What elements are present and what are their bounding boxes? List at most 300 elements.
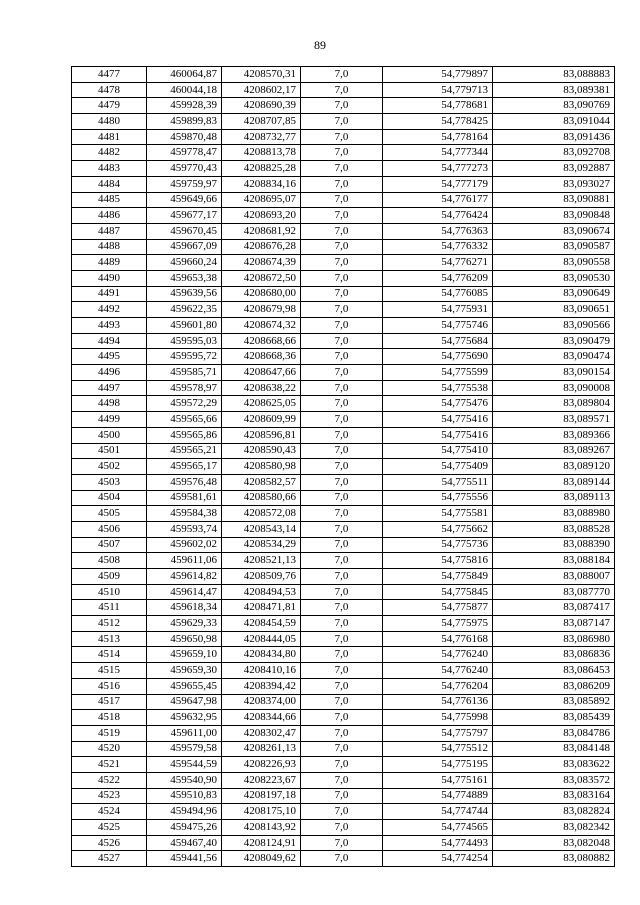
table-row xyxy=(72,318,615,334)
longitude-cell: 83,090674 xyxy=(493,223,615,239)
table-row xyxy=(72,584,615,600)
point-number-cell: 4486 xyxy=(72,208,147,224)
coordinates-table xyxy=(71,66,615,867)
longitude-cell: 83,086836 xyxy=(493,647,615,663)
y-coordinate-cell: 4208197,18 xyxy=(222,788,301,804)
y-coordinate-cell: 4208434,80 xyxy=(222,647,301,663)
latitude-cell: 54,775512 xyxy=(383,741,493,757)
longitude-cell: 83,082048 xyxy=(493,835,615,851)
point-number-cell: 4526 xyxy=(72,835,147,851)
x-coordinate-cell: 459655,45 xyxy=(147,678,222,694)
latitude-cell: 54,775931 xyxy=(383,302,493,318)
longitude-cell: 83,087770 xyxy=(493,584,615,600)
point-number-cell: 4523 xyxy=(72,788,147,804)
z-value-cell: 7,0 xyxy=(301,443,383,459)
y-coordinate-cell: 4208580,66 xyxy=(222,490,301,506)
z-value-cell: 7,0 xyxy=(301,694,383,710)
z-value-cell: 7,0 xyxy=(301,176,383,192)
table-row xyxy=(72,569,615,585)
longitude-cell: 83,089267 xyxy=(493,443,615,459)
z-value-cell: 7,0 xyxy=(301,192,383,208)
y-coordinate-cell: 4208494,53 xyxy=(222,584,301,600)
latitude-cell: 54,776240 xyxy=(383,647,493,663)
y-coordinate-cell: 4208693,20 xyxy=(222,208,301,224)
point-number-cell: 4477 xyxy=(72,67,147,83)
table-row xyxy=(72,459,615,475)
longitude-cell: 83,089571 xyxy=(493,412,615,428)
x-coordinate-cell: 459659,30 xyxy=(147,663,222,679)
latitude-cell: 54,775416 xyxy=(383,427,493,443)
point-number-cell: 4507 xyxy=(72,537,147,553)
point-number-cell: 4511 xyxy=(72,600,147,616)
z-value-cell: 7,0 xyxy=(301,114,383,130)
latitude-cell: 54,776177 xyxy=(383,192,493,208)
latitude-cell: 54,774254 xyxy=(383,851,493,867)
x-coordinate-cell: 459670,45 xyxy=(147,223,222,239)
x-coordinate-cell: 460044,18 xyxy=(147,82,222,98)
x-coordinate-cell: 459629,33 xyxy=(147,616,222,632)
y-coordinate-cell: 4208582,57 xyxy=(222,474,301,490)
x-coordinate-cell: 459565,86 xyxy=(147,427,222,443)
table-row xyxy=(72,521,615,537)
x-coordinate-cell: 459778,47 xyxy=(147,145,222,161)
latitude-cell: 54,777273 xyxy=(383,161,493,177)
y-coordinate-cell: 4208680,00 xyxy=(222,286,301,302)
z-value-cell: 7,0 xyxy=(301,757,383,773)
y-coordinate-cell: 4208570,31 xyxy=(222,67,301,83)
x-coordinate-cell: 459540,90 xyxy=(147,772,222,788)
table-row xyxy=(72,553,615,569)
z-value-cell: 7,0 xyxy=(301,804,383,820)
z-value-cell: 7,0 xyxy=(301,412,383,428)
z-value-cell: 7,0 xyxy=(301,427,383,443)
point-number-cell: 4491 xyxy=(72,286,147,302)
x-coordinate-cell: 460064,87 xyxy=(147,67,222,83)
latitude-cell: 54,776204 xyxy=(383,678,493,694)
z-value-cell: 7,0 xyxy=(301,820,383,836)
y-coordinate-cell: 4208543,14 xyxy=(222,521,301,537)
table-row xyxy=(72,474,615,490)
z-value-cell: 7,0 xyxy=(301,553,383,569)
latitude-cell: 54,775975 xyxy=(383,616,493,632)
longitude-cell: 83,087147 xyxy=(493,616,615,632)
y-coordinate-cell: 4208580,98 xyxy=(222,459,301,475)
point-number-cell: 4522 xyxy=(72,772,147,788)
x-coordinate-cell: 459632,95 xyxy=(147,710,222,726)
point-number-cell: 4479 xyxy=(72,98,147,114)
latitude-cell: 54,775662 xyxy=(383,521,493,537)
x-coordinate-cell: 459618,34 xyxy=(147,600,222,616)
z-value-cell: 7,0 xyxy=(301,647,383,663)
y-coordinate-cell: 4208672,50 xyxy=(222,270,301,286)
table-row xyxy=(72,537,615,553)
longitude-cell: 83,090649 xyxy=(493,286,615,302)
point-number-cell: 4492 xyxy=(72,302,147,318)
point-number-cell: 4490 xyxy=(72,270,147,286)
table-row xyxy=(72,647,615,663)
table-row xyxy=(72,255,615,271)
x-coordinate-cell: 459601,80 xyxy=(147,318,222,334)
latitude-cell: 54,775816 xyxy=(383,553,493,569)
latitude-cell: 54,775161 xyxy=(383,772,493,788)
y-coordinate-cell: 4208049,62 xyxy=(222,851,301,867)
point-number-cell: 4515 xyxy=(72,663,147,679)
table-row xyxy=(72,145,615,161)
longitude-cell: 83,093027 xyxy=(493,176,615,192)
table-row xyxy=(72,114,615,130)
latitude-cell: 54,779897 xyxy=(383,67,493,83)
table-row xyxy=(72,396,615,412)
table-row xyxy=(72,192,615,208)
point-number-cell: 4482 xyxy=(72,145,147,161)
z-value-cell: 7,0 xyxy=(301,255,383,271)
x-coordinate-cell: 459770,43 xyxy=(147,161,222,177)
x-coordinate-cell: 459579,58 xyxy=(147,741,222,757)
x-coordinate-cell: 459647,98 xyxy=(147,694,222,710)
point-number-cell: 4506 xyxy=(72,521,147,537)
longitude-cell: 83,090558 xyxy=(493,255,615,271)
y-coordinate-cell: 4208444,05 xyxy=(222,631,301,647)
point-number-cell: 4512 xyxy=(72,616,147,632)
table-row xyxy=(72,725,615,741)
x-coordinate-cell: 459660,24 xyxy=(147,255,222,271)
x-coordinate-cell: 459565,17 xyxy=(147,459,222,475)
x-coordinate-cell: 459870,48 xyxy=(147,129,222,145)
y-coordinate-cell: 4208647,66 xyxy=(222,365,301,381)
x-coordinate-cell: 459649,66 xyxy=(147,192,222,208)
y-coordinate-cell: 4208625,05 xyxy=(222,396,301,412)
longitude-cell: 83,090848 xyxy=(493,208,615,224)
table-row xyxy=(72,412,615,428)
x-coordinate-cell: 459928,39 xyxy=(147,98,222,114)
longitude-cell: 83,088390 xyxy=(493,537,615,553)
point-number-cell: 4487 xyxy=(72,223,147,239)
y-coordinate-cell: 4208690,39 xyxy=(222,98,301,114)
z-value-cell: 7,0 xyxy=(301,129,383,145)
y-coordinate-cell: 4208695,07 xyxy=(222,192,301,208)
point-number-cell: 4520 xyxy=(72,741,147,757)
latitude-cell: 54,776271 xyxy=(383,255,493,271)
x-coordinate-cell: 459467,40 xyxy=(147,835,222,851)
latitude-cell: 54,775511 xyxy=(383,474,493,490)
z-value-cell: 7,0 xyxy=(301,396,383,412)
y-coordinate-cell: 4208454,59 xyxy=(222,616,301,632)
x-coordinate-cell: 459614,47 xyxy=(147,584,222,600)
latitude-cell: 54,775599 xyxy=(383,365,493,381)
table-row xyxy=(72,427,615,443)
latitude-cell: 54,775736 xyxy=(383,537,493,553)
y-coordinate-cell: 4208534,29 xyxy=(222,537,301,553)
latitude-cell: 54,775849 xyxy=(383,569,493,585)
latitude-cell: 54,775416 xyxy=(383,412,493,428)
table-row xyxy=(72,286,615,302)
x-coordinate-cell: 459611,00 xyxy=(147,725,222,741)
x-coordinate-cell: 459585,71 xyxy=(147,365,222,381)
z-value-cell: 7,0 xyxy=(301,286,383,302)
table-row xyxy=(72,490,615,506)
longitude-cell: 83,084148 xyxy=(493,741,615,757)
latitude-cell: 54,775797 xyxy=(383,725,493,741)
x-coordinate-cell: 459667,09 xyxy=(147,239,222,255)
longitude-cell: 83,086453 xyxy=(493,663,615,679)
longitude-cell: 83,088528 xyxy=(493,521,615,537)
point-number-cell: 4484 xyxy=(72,176,147,192)
longitude-cell: 83,083572 xyxy=(493,772,615,788)
y-coordinate-cell: 4208471,81 xyxy=(222,600,301,616)
z-value-cell: 7,0 xyxy=(301,145,383,161)
y-coordinate-cell: 4208609,99 xyxy=(222,412,301,428)
y-coordinate-cell: 4208668,36 xyxy=(222,349,301,365)
y-coordinate-cell: 4208825,28 xyxy=(222,161,301,177)
table-row xyxy=(72,365,615,381)
x-coordinate-cell: 459578,97 xyxy=(147,380,222,396)
z-value-cell: 7,0 xyxy=(301,474,383,490)
point-number-cell: 4488 xyxy=(72,239,147,255)
x-coordinate-cell: 459595,72 xyxy=(147,349,222,365)
latitude-cell: 54,777344 xyxy=(383,145,493,161)
point-number-cell: 4494 xyxy=(72,333,147,349)
longitude-cell: 83,088184 xyxy=(493,553,615,569)
latitude-cell: 54,776240 xyxy=(383,663,493,679)
longitude-cell: 83,086209 xyxy=(493,678,615,694)
longitude-cell: 83,083164 xyxy=(493,788,615,804)
y-coordinate-cell: 4208223,67 xyxy=(222,772,301,788)
point-number-cell: 4498 xyxy=(72,396,147,412)
longitude-cell: 83,090651 xyxy=(493,302,615,318)
table-row xyxy=(72,663,615,679)
x-coordinate-cell: 459595,03 xyxy=(147,333,222,349)
x-coordinate-cell: 459659,10 xyxy=(147,647,222,663)
longitude-cell: 83,089381 xyxy=(493,82,615,98)
latitude-cell: 54,775409 xyxy=(383,459,493,475)
latitude-cell: 54,776209 xyxy=(383,270,493,286)
longitude-cell: 83,080882 xyxy=(493,851,615,867)
point-number-cell: 4499 xyxy=(72,412,147,428)
point-number-cell: 4504 xyxy=(72,490,147,506)
point-number-cell: 4501 xyxy=(72,443,147,459)
y-coordinate-cell: 4208143,92 xyxy=(222,820,301,836)
z-value-cell: 7,0 xyxy=(301,788,383,804)
table-row xyxy=(72,631,615,647)
table-row xyxy=(72,98,615,114)
z-value-cell: 7,0 xyxy=(301,380,383,396)
latitude-cell: 54,778681 xyxy=(383,98,493,114)
table-row xyxy=(72,223,615,239)
point-number-cell: 4483 xyxy=(72,161,147,177)
longitude-cell: 83,090530 xyxy=(493,270,615,286)
y-coordinate-cell: 4208509,76 xyxy=(222,569,301,585)
z-value-cell: 7,0 xyxy=(301,161,383,177)
point-number-cell: 4509 xyxy=(72,569,147,585)
y-coordinate-cell: 4208572,08 xyxy=(222,506,301,522)
y-coordinate-cell: 4208596,81 xyxy=(222,427,301,443)
z-value-cell: 7,0 xyxy=(301,600,383,616)
latitude-cell: 54,775556 xyxy=(383,490,493,506)
latitude-cell: 54,779713 xyxy=(383,82,493,98)
z-value-cell: 7,0 xyxy=(301,223,383,239)
x-coordinate-cell: 459593,74 xyxy=(147,521,222,537)
table-row xyxy=(72,820,615,836)
latitude-cell: 54,775684 xyxy=(383,333,493,349)
table-row xyxy=(72,270,615,286)
point-number-cell: 4519 xyxy=(72,725,147,741)
z-value-cell: 7,0 xyxy=(301,521,383,537)
x-coordinate-cell: 459759,97 xyxy=(147,176,222,192)
table-row xyxy=(72,772,615,788)
latitude-cell: 54,776085 xyxy=(383,286,493,302)
y-coordinate-cell: 4208668,66 xyxy=(222,333,301,349)
x-coordinate-cell: 459622,35 xyxy=(147,302,222,318)
point-number-cell: 4478 xyxy=(72,82,147,98)
z-value-cell: 7,0 xyxy=(301,569,383,585)
longitude-cell: 83,082824 xyxy=(493,804,615,820)
latitude-cell: 54,775746 xyxy=(383,318,493,334)
longitude-cell: 83,085439 xyxy=(493,710,615,726)
z-value-cell: 7,0 xyxy=(301,741,383,757)
y-coordinate-cell: 4208602,17 xyxy=(222,82,301,98)
point-number-cell: 4505 xyxy=(72,506,147,522)
table-row xyxy=(72,82,615,98)
x-coordinate-cell: 459677,17 xyxy=(147,208,222,224)
longitude-cell: 83,090566 xyxy=(493,318,615,334)
y-coordinate-cell: 4208676,28 xyxy=(222,239,301,255)
z-value-cell: 7,0 xyxy=(301,537,383,553)
table-row xyxy=(72,67,615,83)
point-number-cell: 4481 xyxy=(72,129,147,145)
point-number-cell: 4493 xyxy=(72,318,147,334)
y-coordinate-cell: 4208410,16 xyxy=(222,663,301,679)
x-coordinate-cell: 459611,06 xyxy=(147,553,222,569)
z-value-cell: 7,0 xyxy=(301,302,383,318)
z-value-cell: 7,0 xyxy=(301,318,383,334)
y-coordinate-cell: 4208124,91 xyxy=(222,835,301,851)
y-coordinate-cell: 4208732,77 xyxy=(222,129,301,145)
latitude-cell: 54,778425 xyxy=(383,114,493,130)
z-value-cell: 7,0 xyxy=(301,239,383,255)
y-coordinate-cell: 4208394,42 xyxy=(222,678,301,694)
z-value-cell: 7,0 xyxy=(301,82,383,98)
z-value-cell: 7,0 xyxy=(301,270,383,286)
point-number-cell: 4503 xyxy=(72,474,147,490)
latitude-cell: 54,775877 xyxy=(383,600,493,616)
table-row xyxy=(72,349,615,365)
longitude-cell: 83,089120 xyxy=(493,459,615,475)
x-coordinate-cell: 459572,29 xyxy=(147,396,222,412)
longitude-cell: 83,085892 xyxy=(493,694,615,710)
x-coordinate-cell: 459475,26 xyxy=(147,820,222,836)
x-coordinate-cell: 459576,48 xyxy=(147,474,222,490)
table-row xyxy=(72,239,615,255)
x-coordinate-cell: 459614,82 xyxy=(147,569,222,585)
point-number-cell: 4495 xyxy=(72,349,147,365)
x-coordinate-cell: 459494,96 xyxy=(147,804,222,820)
latitude-cell: 54,775195 xyxy=(383,757,493,773)
point-number-cell: 4502 xyxy=(72,459,147,475)
table-row xyxy=(72,506,615,522)
longitude-cell: 83,092887 xyxy=(493,161,615,177)
table-row xyxy=(72,757,615,773)
longitude-cell: 83,091044 xyxy=(493,114,615,130)
y-coordinate-cell: 4208374,00 xyxy=(222,694,301,710)
longitude-cell: 83,089804 xyxy=(493,396,615,412)
longitude-cell: 83,091436 xyxy=(493,129,615,145)
x-coordinate-cell: 459510,83 xyxy=(147,788,222,804)
latitude-cell: 54,775476 xyxy=(383,396,493,412)
point-number-cell: 4496 xyxy=(72,365,147,381)
table-row xyxy=(72,600,615,616)
longitude-cell: 83,083622 xyxy=(493,757,615,773)
longitude-cell: 83,092708 xyxy=(493,145,615,161)
x-coordinate-cell: 459602,02 xyxy=(147,537,222,553)
z-value-cell: 7,0 xyxy=(301,835,383,851)
point-number-cell: 4489 xyxy=(72,255,147,271)
table-row xyxy=(72,788,615,804)
latitude-cell: 54,774493 xyxy=(383,835,493,851)
y-coordinate-cell: 4208679,98 xyxy=(222,302,301,318)
z-value-cell: 7,0 xyxy=(301,208,383,224)
x-coordinate-cell: 459584,38 xyxy=(147,506,222,522)
x-coordinate-cell: 459650,98 xyxy=(147,631,222,647)
y-coordinate-cell: 4208813,78 xyxy=(222,145,301,161)
y-coordinate-cell: 4208521,13 xyxy=(222,553,301,569)
x-coordinate-cell: 459581,61 xyxy=(147,490,222,506)
longitude-cell: 83,084786 xyxy=(493,725,615,741)
point-number-cell: 4527 xyxy=(72,851,147,867)
longitude-cell: 83,089144 xyxy=(493,474,615,490)
table-row xyxy=(72,678,615,694)
table-row xyxy=(72,161,615,177)
latitude-cell: 54,776136 xyxy=(383,694,493,710)
y-coordinate-cell: 4208175,10 xyxy=(222,804,301,820)
page-number: 89 xyxy=(314,38,326,52)
y-coordinate-cell: 4208344,66 xyxy=(222,710,301,726)
longitude-cell: 83,090769 xyxy=(493,98,615,114)
point-number-cell: 4514 xyxy=(72,647,147,663)
point-number-cell: 4524 xyxy=(72,804,147,820)
longitude-cell: 83,090881 xyxy=(493,192,615,208)
longitude-cell: 83,090474 xyxy=(493,349,615,365)
point-number-cell: 4508 xyxy=(72,553,147,569)
table-row xyxy=(72,710,615,726)
latitude-cell: 54,776168 xyxy=(383,631,493,647)
y-coordinate-cell: 4208674,32 xyxy=(222,318,301,334)
z-value-cell: 7,0 xyxy=(301,98,383,114)
longitude-cell: 83,087417 xyxy=(493,600,615,616)
table-row xyxy=(72,380,615,396)
z-value-cell: 7,0 xyxy=(301,631,383,647)
z-value-cell: 7,0 xyxy=(301,725,383,741)
point-number-cell: 4480 xyxy=(72,114,147,130)
z-value-cell: 7,0 xyxy=(301,710,383,726)
table-row xyxy=(72,333,615,349)
y-coordinate-cell: 4208261,13 xyxy=(222,741,301,757)
z-value-cell: 7,0 xyxy=(301,616,383,632)
latitude-cell: 54,775581 xyxy=(383,506,493,522)
x-coordinate-cell: 459653,38 xyxy=(147,270,222,286)
z-value-cell: 7,0 xyxy=(301,678,383,694)
z-value-cell: 7,0 xyxy=(301,584,383,600)
z-value-cell: 7,0 xyxy=(301,663,383,679)
latitude-cell: 54,775410 xyxy=(383,443,493,459)
longitude-cell: 83,090008 xyxy=(493,380,615,396)
latitude-cell: 54,776332 xyxy=(383,239,493,255)
table-row xyxy=(72,302,615,318)
y-coordinate-cell: 4208226,93 xyxy=(222,757,301,773)
x-coordinate-cell: 459899,83 xyxy=(147,114,222,130)
longitude-cell: 83,082342 xyxy=(493,820,615,836)
longitude-cell: 83,090154 xyxy=(493,365,615,381)
latitude-cell: 54,776424 xyxy=(383,208,493,224)
